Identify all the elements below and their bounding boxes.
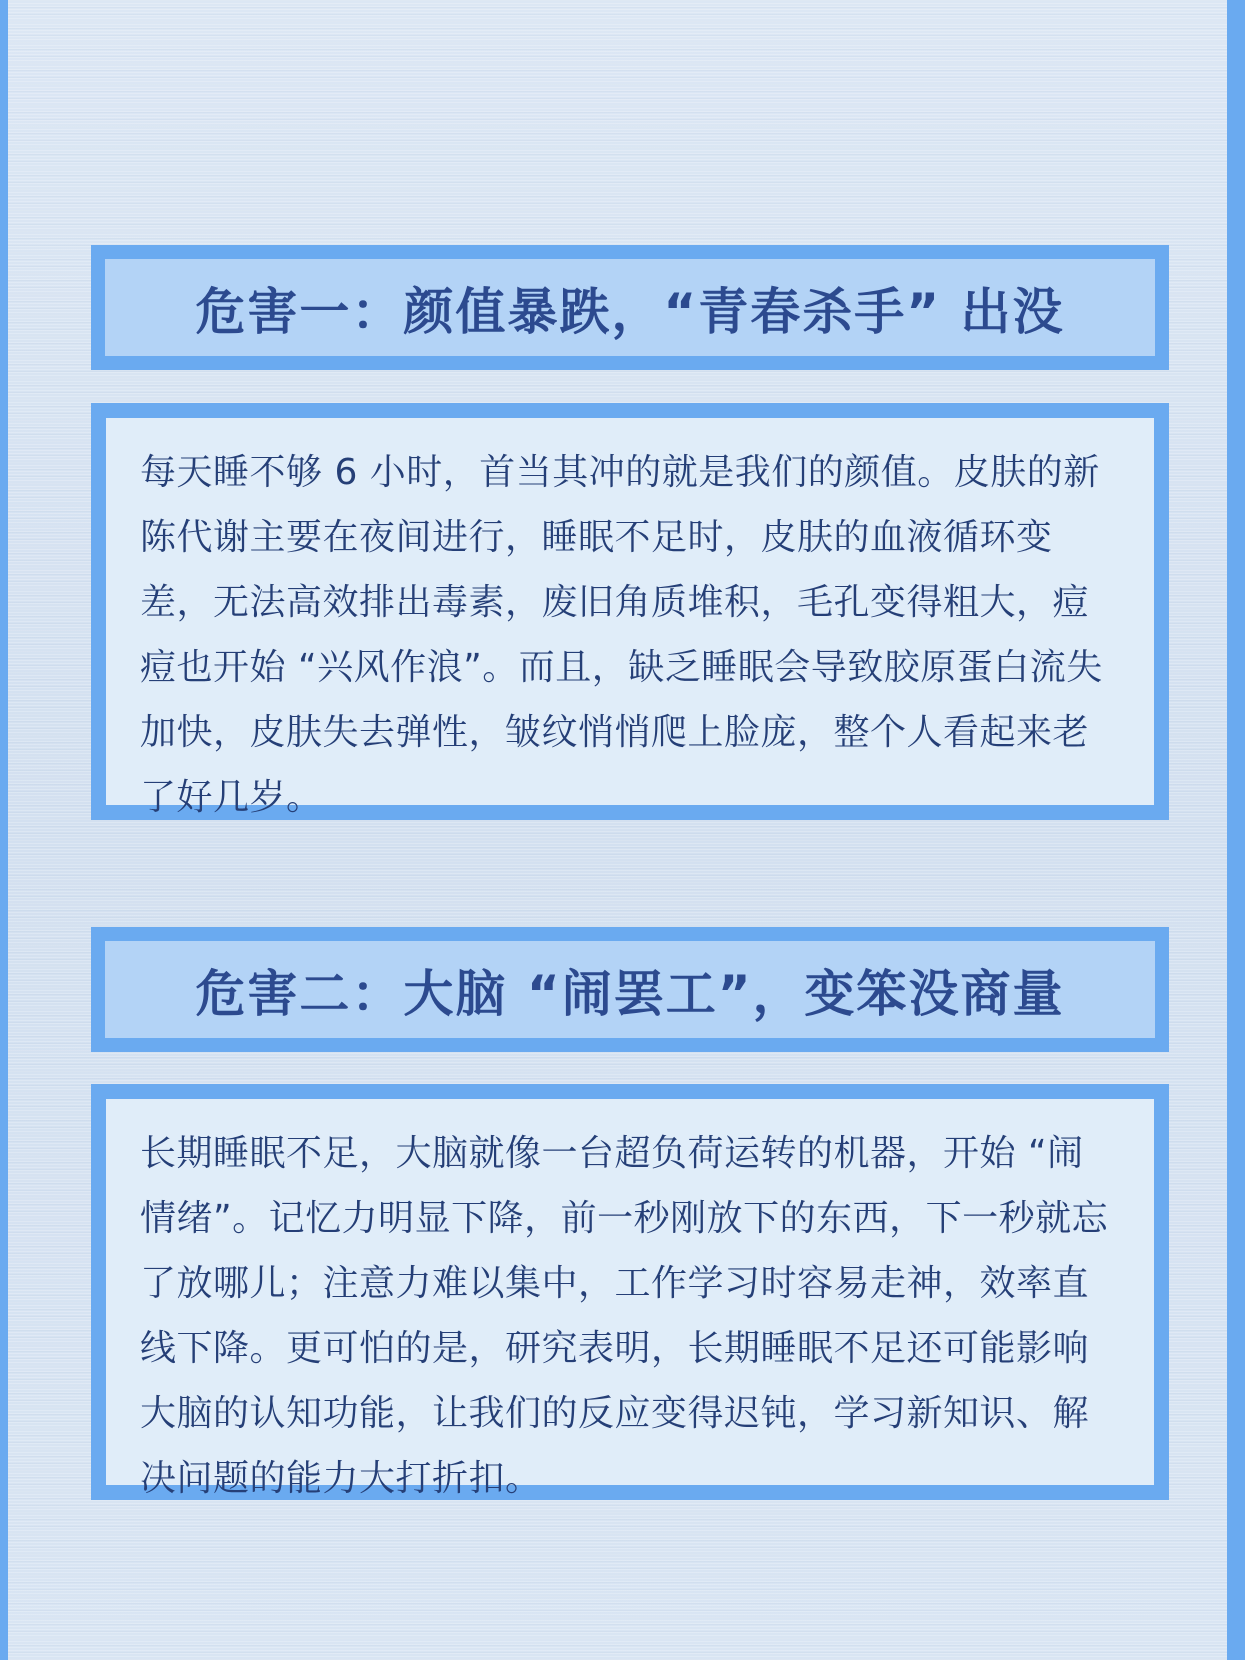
section-2-body-panel (106, 1099, 1154, 1499)
section-2-heading: 危害二：大脑 “闹罢工”，变笨没商量 (195, 964, 1065, 1023)
section-1-heading-frame (91, 245, 1169, 370)
section-1-heading: 危害一：颜值暴跌，“青春杀手” 出没 (195, 282, 1065, 341)
section-2-heading-panel (105, 941, 1155, 1038)
section-2-heading-frame (91, 927, 1169, 1052)
section-1-body-panel (106, 418, 1154, 818)
section-1-body-text: 每天睡不够 6 小时，首当其冲的就是我们的颜值。皮肤的新陈代谢主要在夜间进行，睡眠不足时，皮肤的血液循环变差，无法高效排出毒素，废旧角质堆积，毛孔变得粗大，痘痘也开始 “兴风作浪”。而且，缺乏睡眠会导致胶原蛋白流失加快，皮肤失去弹性，皱纹悄悄爬上脸庞，整个人看起来老了好几岁。 (140, 452, 1103, 818)
section-2-body-frame (91, 1084, 1169, 1500)
section-2-body-text: 长期睡眠不足，大脑就像一台超负荷运转的机器，开始 “闹情绪”。记忆力明显下降，前一秒刚放下的东西，下一秒就忘了放哪儿；注意力难以集中，工作学习时容易走神，效率直线下降。更可怕的是，研究表明，长期睡眠不足还可能影响大脑的认知功能，让我们的反应变得迟钝，学习新知识、解决问题的能力大打折扣。 (140, 1133, 1109, 1499)
section-1-body-frame (91, 403, 1169, 820)
page-background (8, 0, 1227, 1660)
section-1-heading-panel (105, 259, 1155, 356)
